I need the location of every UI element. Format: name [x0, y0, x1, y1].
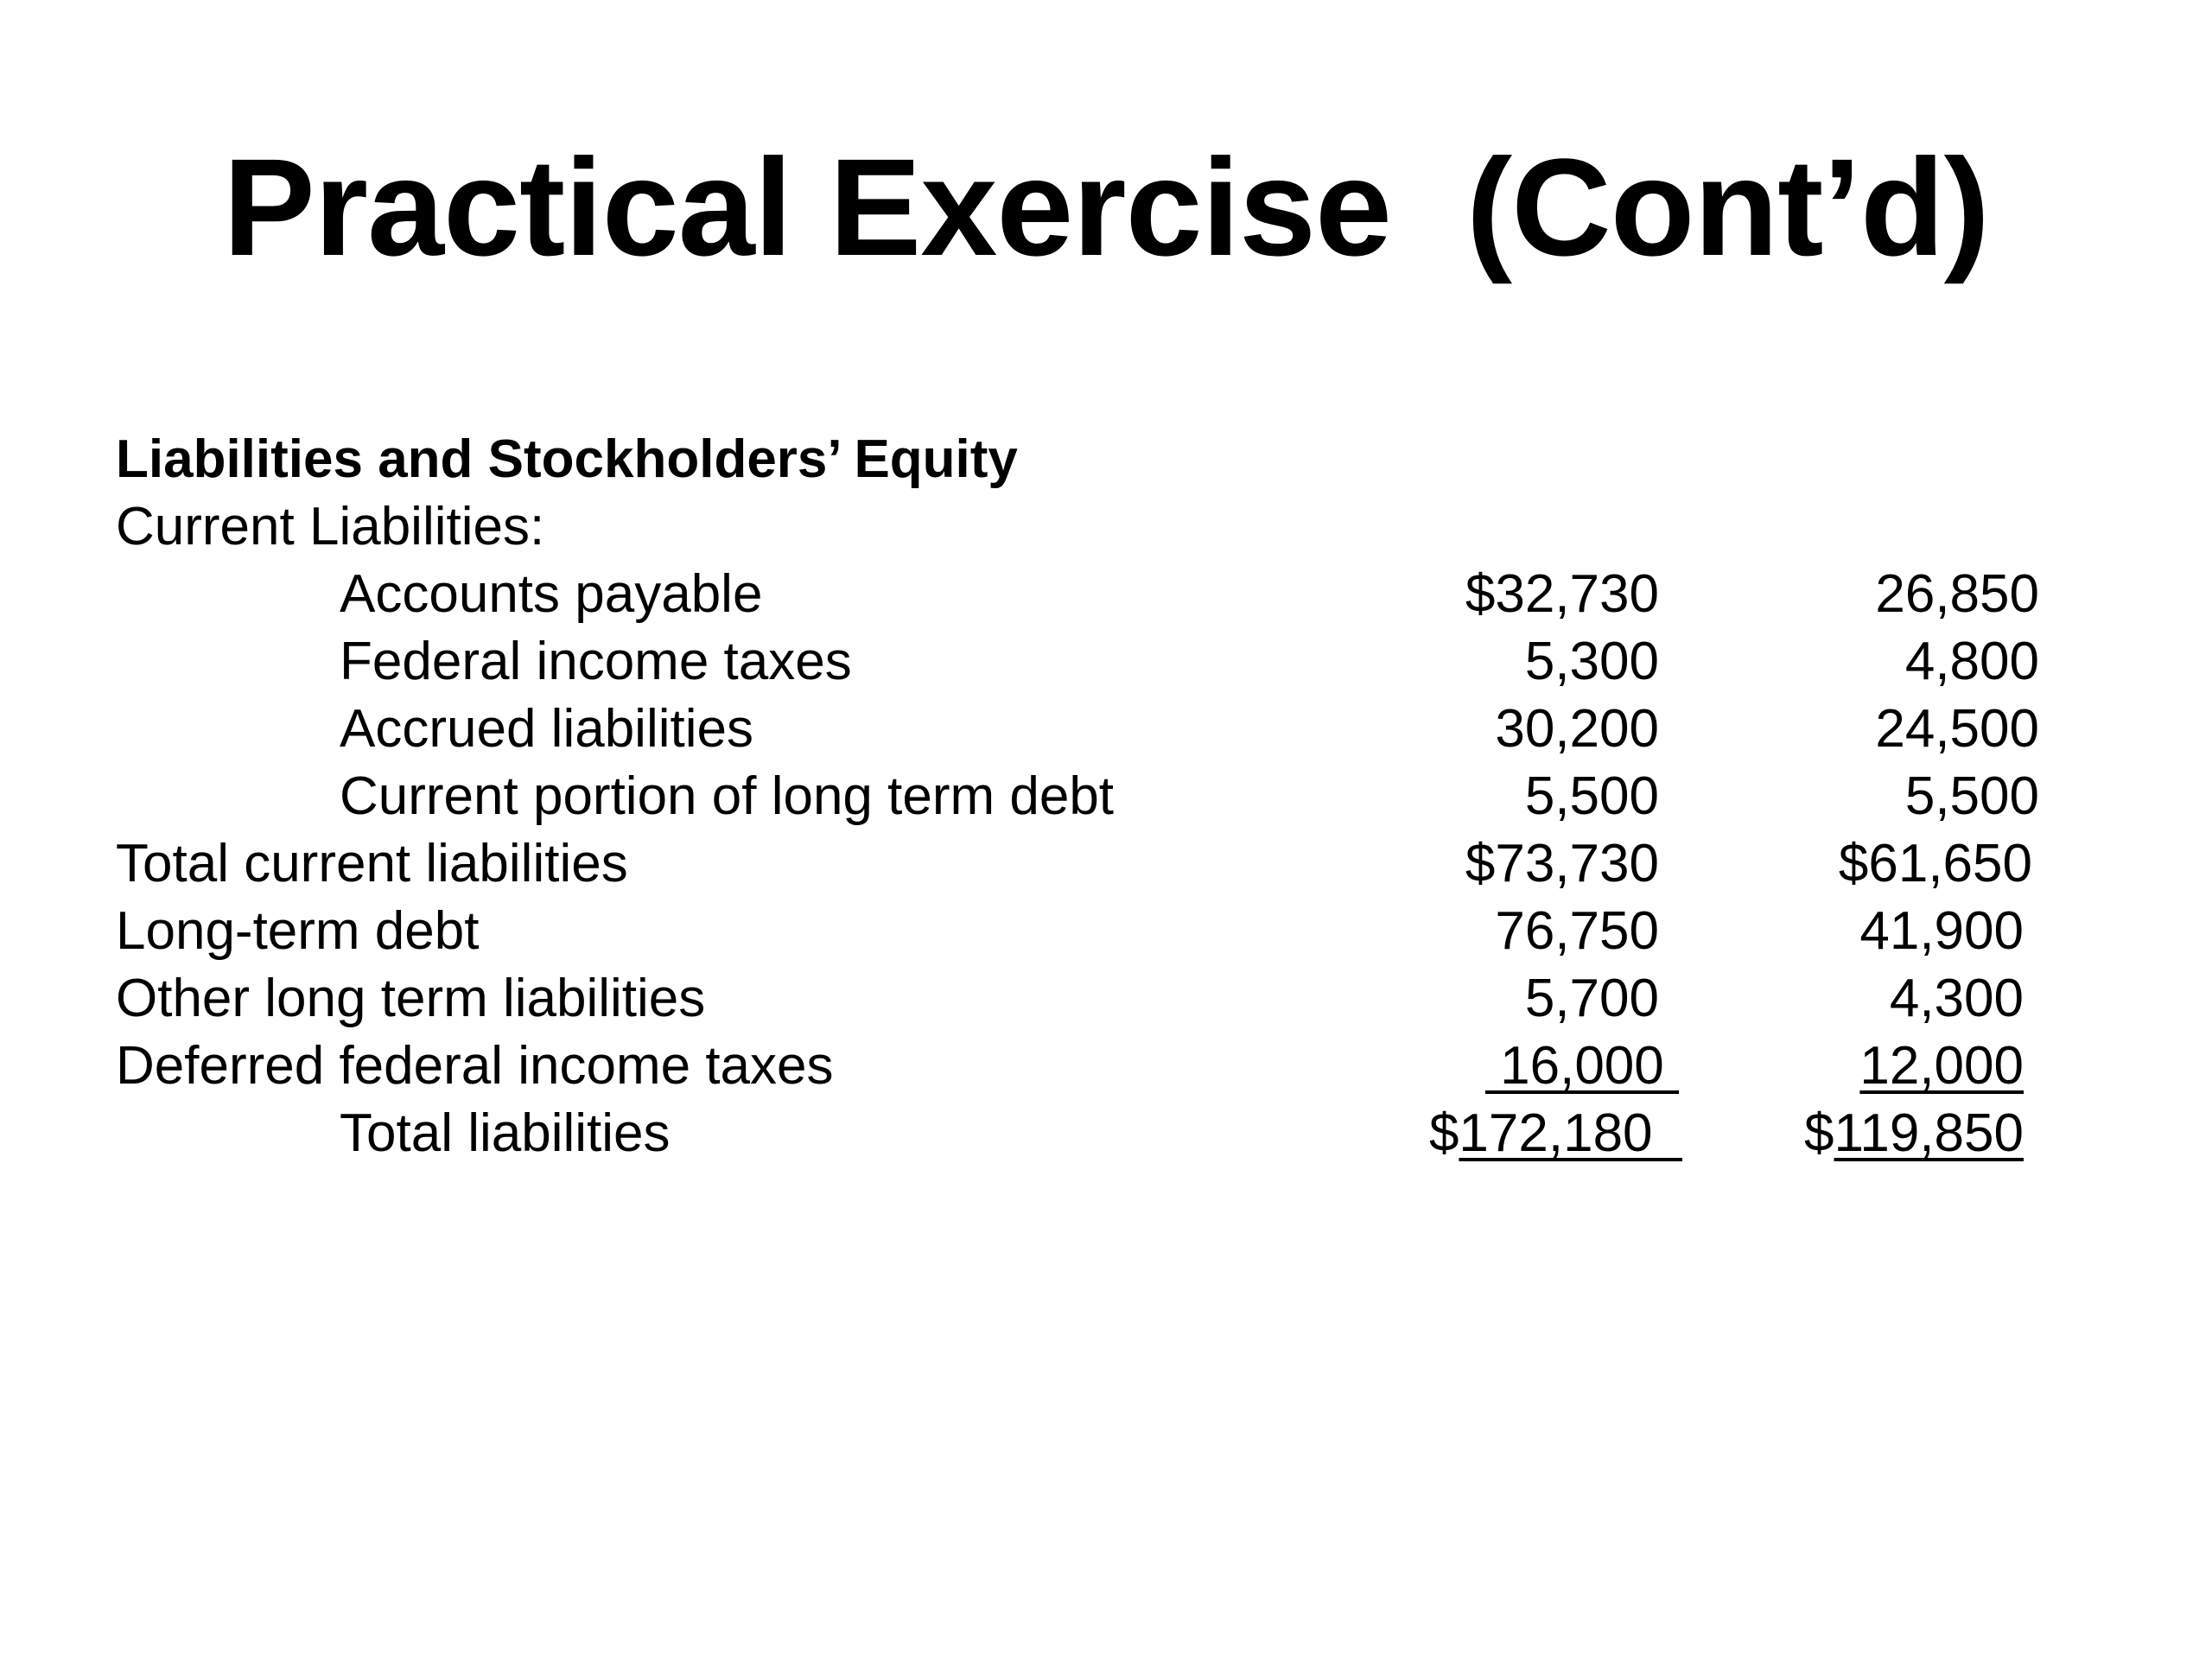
row-value-col1: 5,700 — [1524, 969, 1659, 1028]
table-row — [0, 628, 2212, 696]
row-value-col2: 26,850 — [1875, 564, 2039, 624]
row-label: Total current liabilities — [116, 834, 628, 893]
currency-symbol: $ — [1428, 1103, 1459, 1163]
row-value-col1 — [1429, 1100, 1682, 1167]
table-row — [0, 1033, 2212, 1100]
row-value-col2 — [1804, 1100, 2024, 1167]
row-value-col1: $73,730 — [1465, 834, 1659, 893]
row-value-col2: 41,900 — [1859, 901, 2024, 961]
row-value-col1: 5,500 — [1524, 766, 1659, 826]
table-row — [0, 561, 2212, 628]
row-value-col2: 12,000 — [1859, 1036, 2024, 1096]
row-label: Current portion of long term debt — [340, 766, 1115, 826]
row-value-col2: 4,300 — [1889, 969, 2024, 1028]
row-label: Total liabilities — [340, 1103, 671, 1163]
row-label: Accounts payable — [340, 564, 763, 624]
row-label: Long-term debt — [116, 901, 480, 961]
total-value-col2: 119,850 — [1834, 1103, 2024, 1163]
row-value-col2: 24,500 — [1875, 699, 2039, 759]
row-label: Accrued liabilities — [340, 699, 753, 759]
total-value-col1: 172,180 — [1459, 1103, 1682, 1163]
table-row — [0, 898, 2212, 965]
row-value-col1: 76,750 — [1495, 901, 1659, 961]
row-value-col1: 16,000 — [1484, 1036, 1679, 1096]
row-value-col1: 30,200 — [1495, 699, 1659, 759]
subheading-row — [0, 493, 2212, 561]
row-label: Federal income taxes — [340, 632, 852, 691]
table-row — [0, 763, 2212, 830]
current-liabilities-label: Current Liabilities: — [116, 497, 545, 556]
table-row — [0, 830, 2212, 898]
table-row — [0, 696, 2212, 763]
row-value-col1: 5,300 — [1524, 632, 1659, 691]
row-value-col2: 5,500 — [1904, 766, 2039, 826]
row-label: Other long term liabilities — [116, 969, 706, 1028]
table-row — [0, 965, 2212, 1033]
row-value-col1: $32,730 — [1465, 564, 1659, 624]
row-value-col2: $61,650 — [1838, 834, 2032, 893]
currency-symbol: $ — [1804, 1103, 1834, 1163]
total-row — [0, 1100, 2212, 1167]
row-value-col2: 4,800 — [1904, 632, 2039, 691]
slide-title: Practical Exercise (Cont’d) — [223, 130, 1989, 284]
section-heading: Liabilities and Stockholders’ Equity — [116, 429, 1018, 489]
row-label: Deferred federal income taxes — [116, 1036, 834, 1096]
